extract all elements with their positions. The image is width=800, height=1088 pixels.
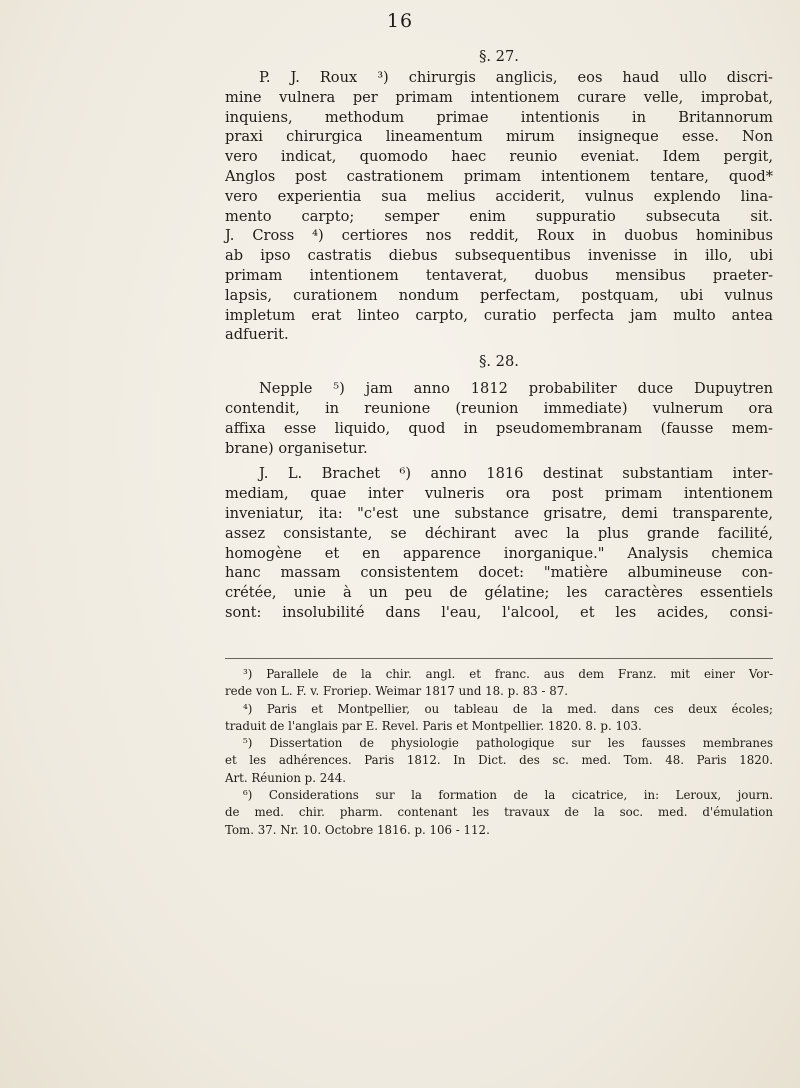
text-line: inveniatur, ita: "c'est une substance grisatre, demi transparente, [225,504,773,522]
text-line: contendit, in reunione (reunion immediate) vulnerum ora [225,399,773,417]
footnote-line: Tom. 37. Nr. 10. Octobre 1816. p. 106 - 112. [225,822,490,837]
footnote-line: Art. Réunion p. 244. [225,770,346,785]
text-line: J. L. Brachet ⁶) anno 1816 destinat substantiam inter- [259,465,773,483]
text-line: hanc massam consistentem docet: "matière albumineuse con- [225,564,773,582]
footnote-line: de med. chir. pharm. contenant les travaux de la soc. med. d'émulation [225,805,773,820]
footnote-line: ³) Parallele de la chir. angl. et franc. aus dem Franz. mit einer Vor- [243,667,773,681]
text-line: primam intentionem tentaverat, duobus mensibus praeter- [225,266,773,284]
text-line: impletum erat linteo carpto, curatio perfecta jam multo antea [225,306,773,324]
text-line: adfuerit. [225,326,289,344]
footnote-line: ⁴) Paris et Montpellier, ou tableau de la med. dans ces deux écoles; [243,701,773,716]
text-line: crétée, unie à un peu de gélatine; les caractères essentiels [225,584,773,602]
text-line: affixa esse liquido, quod in pseudomembranam (fausse mem- [225,419,773,437]
footnotes [225,666,773,839]
footnote-line: ⁵) Dissertation de physiologie pathologique sur les fausses membranes [243,736,773,751]
footnote-line: traduit de l'anglais par E. Revel. Paris et Montpellier. 1820. 8. p. 103. [225,718,642,733]
text-line: mine vulnera per primam intentionem curare velle, improbat, [225,88,773,106]
text-line: ab ipso castratis diebus subsequentibus invenisse in illo, ubi [225,247,773,265]
footnote-line: et les adhérences. Paris 1812. In Dict. des sc. med. Tom. 48. Paris 1820. [225,753,773,768]
text-line: P. J. Roux ³) chirurgis anglicis, eos haud ullo discri- [259,69,773,86]
text-line: inquiens, methodum primae intentionis in Britannorum [225,108,773,126]
footnote-3 [225,666,773,701]
text-line: sont: insolubilité dans l'eau, l'alcool, et les acides, consi- [225,603,773,621]
text-line: vero experientia sua melius acciderit, vulnus explendo lina- [225,187,773,205]
text-line: vero indicat, quomodo haec reunio eveniat. Idem pergit, [225,148,773,166]
text-line: Nepple ⁵) jam anno 1812 probabiliter duce Dupuytren [259,380,773,398]
section-heading-27: §. 27. [479,48,519,65]
footnote-line: rede von L. F. v. Froriep. Weimar 1817 und 18. p. 83 - 87. [225,684,568,699]
footnote-5 [225,735,773,787]
text-line: assez consistante, se déchirant avec la plus grande facilité, [225,524,773,542]
section-heading-28: §. 28. [479,353,519,371]
text-line: J. Cross ⁴) certiores nos reddit, Roux in duobus hominibus [225,227,773,245]
text-line: mento carpto; semper enim suppuratio subsecuta sit. [225,207,773,225]
footnote-4 [225,701,773,736]
text-line: praxi chirurgica lineamentum mirum insigneque esse. Non [225,128,773,146]
main-text [225,46,773,623]
text-line: brane) organisetur. [225,439,368,457]
text-line: mediam, quae inter vulneris ora post primam intentionem [225,485,773,503]
text-line: homogène et en apparence inorganique." Analysis chemica [225,544,773,562]
text-line: Anglos post castrationem primam intentionem tentare, quod* [225,167,773,185]
footnote-divider [225,658,773,659]
footnote-line: ⁶) Considerations sur la formation de la cicatrice, in: Leroux, journ. [243,788,773,803]
page-number: 16 [386,10,414,32]
footnote-6 [225,787,773,839]
text-line: lapsis, curationem nondum perfectam, postquam, ubi vulnus [225,286,773,304]
